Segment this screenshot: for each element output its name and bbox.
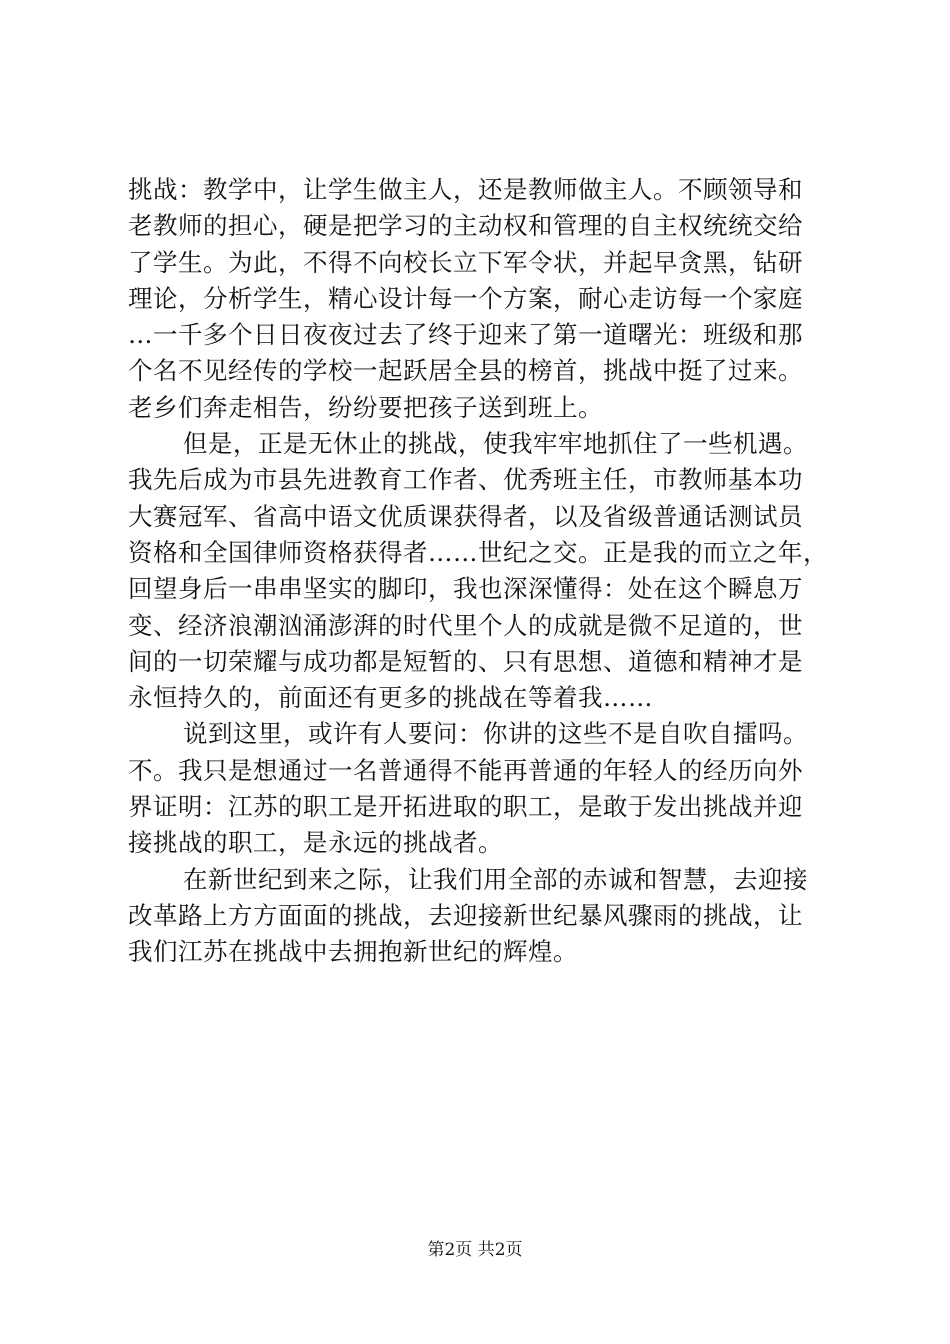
text-line: 个名不见经传的学校一起跃居全县的榜首，挑战中挺了过来。 (128, 356, 803, 386)
text-line: 挑战：教学中，让学生做主人，还是教师做主人。不顾领导和 (128, 175, 803, 204)
text-line: …一千多个日日夜夜过去了终于迎来了第一道曙光：班级和那 (128, 320, 803, 350)
text-line: 理论，分析学生，精心设计每一个方案，耐心走访每一个家庭 (128, 283, 803, 313)
text-line: 说到这里，或许有人要问：你讲的这些不是自吹自擂吗。 (183, 719, 808, 749)
text-line: 变、经济浪潮汹涌澎湃的时代里个人的成就是微不足道的，世 (128, 610, 803, 640)
document-body (128, 172, 848, 971)
text-line: 回望身后一串串坚实的脚印，我也深深懂得：处在这个瞬息万 (128, 574, 803, 604)
text-line: 但是，正是无休止的挑战，使我牢牢地抓住了一些机遇。 (183, 429, 808, 459)
paragraph-1 (128, 172, 848, 426)
text-line: 接挑战的职工，是永远的挑战者。 (128, 828, 503, 858)
text-line: 永恒持久的，前面还有更多的挑战在等着我…… (128, 683, 653, 713)
text-line: 不。我只是想通过一名普通得不能再普通的年轻人的经历向外 (128, 755, 803, 785)
text-line: 界证明：江苏的职工是开拓进取的职工，是敢于发出挑战并迎 (128, 792, 803, 822)
text-line: 老教师的担心，硬是把学习的主动权和管理的自主权统统交给 (128, 211, 803, 241)
text-line: 大赛冠军、省高中语文优质课获得者，以及省级普通话测试员 (128, 501, 803, 531)
text-line: 老乡们奔走相告，纷纷要把孩子送到班上。 (128, 392, 603, 422)
paragraph-2 (128, 426, 848, 716)
page-number-footer: 第2页 共2页 (427, 1240, 523, 1260)
paragraph-4 (128, 862, 848, 971)
text-line: 我们江苏在挑战中去拥抱新世纪的辉煌。 (128, 937, 578, 967)
text-line: 改革路上方方面面的挑战，去迎接新世纪暴风骤雨的挑战，让 (128, 900, 803, 930)
text-line: 在新世纪到来之际，让我们用全部的赤诚和智慧，去迎接 (183, 864, 808, 894)
paragraph-3 (128, 716, 848, 861)
text-line: 资格和全国律师资格获得者……世纪之交。正是我的而立之年， (128, 537, 828, 567)
text-line: 我先后成为市县先进教育工作者、优秀班主任，市教师基本功 (128, 465, 803, 495)
text-line: 了学生。为此，不得不向校长立下军令状，并起早贪黑，钻研 (128, 247, 803, 277)
text-line: 间的一切荣耀与成功都是短暂的、只有思想、道德和精神才是 (128, 646, 803, 676)
